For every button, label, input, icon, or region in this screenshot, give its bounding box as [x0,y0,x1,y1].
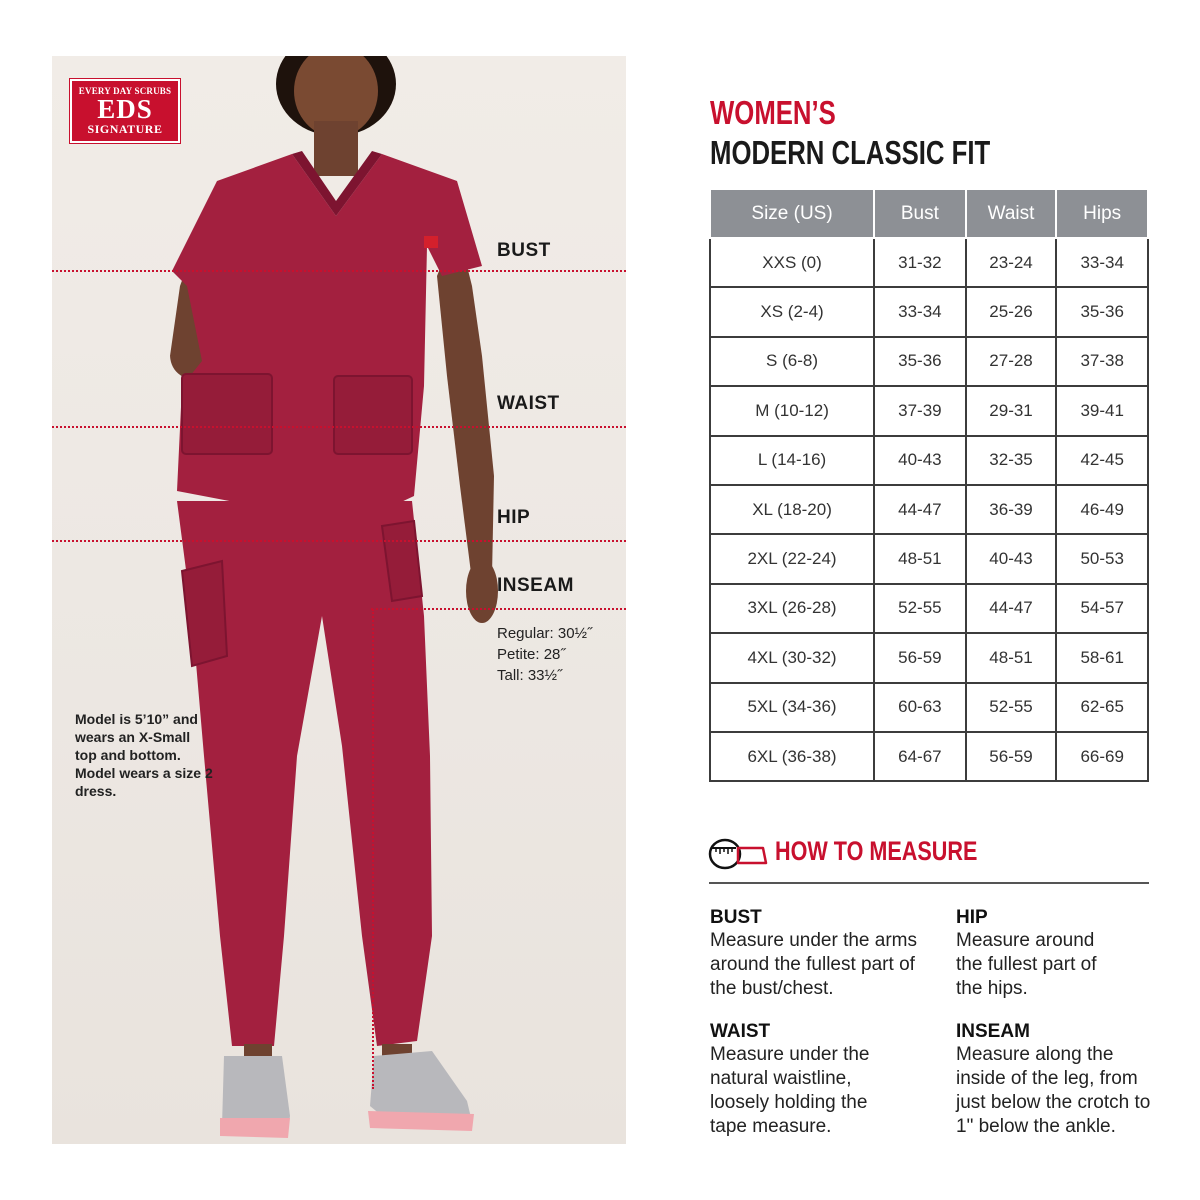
tip-waist-title: WAIST [710,1021,771,1042]
cell-bust: 44-47 [874,485,966,534]
table-row [710,436,1148,485]
tip-inseam [956,1021,1186,1139]
waist-label: WAIST [497,393,560,414]
cell-hips: 66-69 [1056,732,1148,781]
table-row [710,386,1148,435]
cell-size: 6XL (36-38) [710,732,874,781]
table-row [710,683,1148,732]
cell-waist: 32-35 [966,436,1057,485]
cell-bust: 60-63 [874,683,966,732]
cell-size: L (14-16) [710,436,874,485]
table-row [710,732,1148,781]
cell-hips: 50-53 [1056,534,1148,583]
cell-waist: 48-51 [966,633,1057,682]
cell-size: 3XL (26-28) [710,584,874,633]
cell-waist: 52-55 [966,683,1057,732]
title-womens: WOMEN’S [710,94,836,131]
cell-size: 5XL (34-36) [710,683,874,732]
inseam-regular: Regular: 30½˝ [497,625,593,642]
inseam-label: INSEAM [497,575,574,596]
inseam-lengths [497,623,592,686]
cell-waist: 25-26 [966,287,1057,336]
tip-waist-text: Measure under the natural waistline, loosely holding the tape measure. [710,1044,870,1137]
table-row [710,485,1148,534]
cell-waist: 36-39 [966,485,1057,534]
size-chart-table [709,188,1149,782]
inseam-vertical-line [372,609,374,1089]
model-figure-image [52,56,626,1144]
tip-inseam-text: Measure along the inside of the leg, from just below the crotch to 1" below the ankle. [956,1044,1151,1137]
cell-waist: 29-31 [966,386,1057,435]
cell-size: XL (18-20) [710,485,874,534]
cell-size: 4XL (30-32) [710,633,874,682]
cell-waist: 44-47 [966,584,1057,633]
inseam-petite: Petite: 28˝ [497,646,566,663]
chart-title [710,95,1069,171]
tip-waist [710,1021,940,1139]
table-row [710,287,1148,336]
cell-bust: 31-32 [874,238,966,287]
table-row [710,238,1148,287]
inseam-tall: Tall: 33½˝ [497,667,563,684]
logo-line-1: EVERY DAY SCRUBS [78,86,172,96]
cell-hips: 33-34 [1056,238,1148,287]
hip-label: HIP [497,507,531,528]
cell-waist: 23-24 [966,238,1057,287]
bust-line [52,270,626,272]
cell-hips: 42-45 [1056,436,1148,485]
hip-line [52,540,626,542]
tip-hip-title: HIP [956,907,988,928]
title-fit: MODERN CLASSIC FIT [710,134,991,171]
header-bust: Bust [874,189,966,238]
inseam-line [371,608,626,610]
section-divider [709,882,1149,884]
header-size: Size (US) [710,189,874,238]
cell-hips: 54-57 [1056,584,1148,633]
cell-bust: 64-67 [874,732,966,781]
cell-hips: 39-41 [1056,386,1148,435]
cell-size: XXS (0) [710,238,874,287]
model-photo-panel [52,56,626,1144]
waist-line [52,426,626,428]
tip-inseam-title: INSEAM [956,1021,1030,1042]
tape-measure-icon [708,837,768,871]
table-header-row [710,189,1148,238]
cell-hips: 37-38 [1056,337,1148,386]
tip-hip [956,907,1186,1001]
cell-bust: 48-51 [874,534,966,583]
cell-hips: 35-36 [1056,287,1148,336]
cell-bust: 35-36 [874,337,966,386]
bust-label: BUST [497,240,551,261]
cell-size: S (6-8) [710,337,874,386]
cell-bust: 33-34 [874,287,966,336]
cell-waist: 40-43 [966,534,1057,583]
tip-bust [710,907,940,1001]
cell-waist: 27-28 [966,337,1057,386]
table-row [710,633,1148,682]
tip-bust-text: Measure under the arms around the fullest part of the bust/chest. [710,930,917,999]
cell-bust: 52-55 [874,584,966,633]
tip-bust-title: BUST [710,907,762,928]
logo-line-3: SIGNATURE [87,122,163,136]
header-waist: Waist [966,189,1057,238]
cell-waist: 56-59 [966,732,1057,781]
model-size-note: Model is 5’10” and wears an X-Small top and bottom. Model wears a size 2 dress. [75,711,213,799]
cell-hips: 46-49 [1056,485,1148,534]
cell-bust: 37-39 [874,386,966,435]
cell-size: XS (2-4) [710,287,874,336]
cell-bust: 40-43 [874,436,966,485]
table-row [710,337,1148,386]
tip-hip-text: Measure around the fullest part of the hips. [956,930,1097,999]
cell-size: M (10-12) [710,386,874,435]
cell-hips: 58-61 [1056,633,1148,682]
header-hips: Hips [1056,189,1148,238]
how-to-measure-title: HOW TO MEASURE [775,836,978,866]
cell-bust: 56-59 [874,633,966,682]
table-row [710,534,1148,583]
eds-signature-logo [70,79,180,143]
cell-hips: 62-65 [1056,683,1148,732]
table-row [710,584,1148,633]
logo-line-2: EDS [97,94,153,124]
cell-size: 2XL (22-24) [710,534,874,583]
